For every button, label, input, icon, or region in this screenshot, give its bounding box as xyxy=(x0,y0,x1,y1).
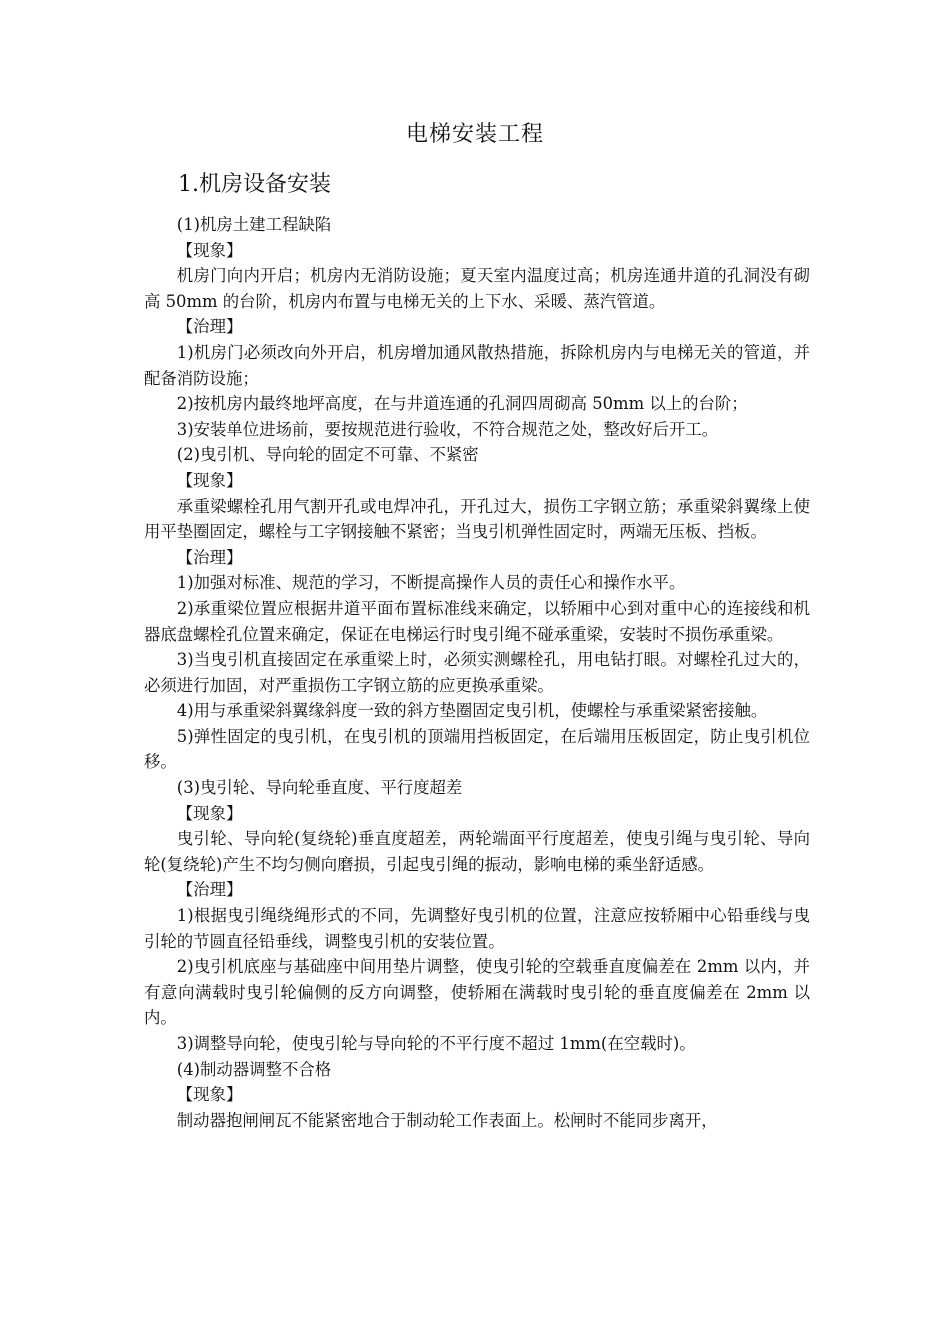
paragraph: 3)调整导向轮，使曳引轮与导向轮的不平行度不超过 1mm(在空载时)。 xyxy=(176,1034,696,1053)
section-heading: 1.机房设备安装 xyxy=(178,172,331,197)
subheading-line: (1)机房土建工程缺陷 xyxy=(176,215,332,234)
paragraph: 承重梁螺栓孔用气割开孔或电焊冲孔，开孔过大，损伤工字钢立筋；承重梁斜翼缘上使用平垫圈固定，螺栓与工字钢接触不紧密；当曳引机弹性固定时，两端无压板、挡板。 xyxy=(144,496,810,542)
subheading-line: 【现象】 xyxy=(176,240,243,260)
paragraph: 3)安装单位进场前，要按规范进行验收，不符合规范之处，整改好后开工。 xyxy=(176,419,719,439)
subheading-line: 【现象】 xyxy=(176,470,243,490)
paragraph: 4)用与承重梁斜翼缘斜度一致的斜方垫圈固定曳引机，使螺栓与承重梁紧密接触。 xyxy=(176,701,768,721)
subheading-line: 【治理】 xyxy=(176,317,243,337)
document-title: 电梯安装工程 xyxy=(405,122,544,147)
paragraph: 1)加强对标准、规范的学习，不断提高操作人员的责任心和操作水平。 xyxy=(176,573,686,593)
paragraph: 制动器抱闸闸瓦不能紧密地合于制动轮工作表面上。松闸时不能同步离开， xyxy=(176,1110,718,1130)
paragraph: 5)弹性固定的曳引机，在曳引机的顶端用挡板固定，在后端用压板固定，防止曳引机位移。 xyxy=(144,726,810,772)
paragraph: 1)根据曳引绳绕绳形式的不同，先调整好曳引机的位置，注意应按轿厢中心铅垂线与曳引轮的节圆直径铅垂线，调整曳引机的安装位置。 xyxy=(144,906,810,951)
subheading-line: 【治理】 xyxy=(176,880,243,900)
subheading-line: 【治理】 xyxy=(176,547,243,567)
paragraph: 2)曳引机底座与基础座中间用垫片调整，使曳引轮的空载垂直度偏差在 2mm 以内，并有意向满载时曳引轮偏侧的反方向调整，使轿厢在满载时曳引轮的垂直度偏差在 2mm 以内。 xyxy=(144,957,810,1028)
subheading-line: (4)制动器调整不合格 xyxy=(176,1059,332,1079)
subheading-line: 【现象】 xyxy=(176,1085,243,1105)
paragraph: 1)机房门必须改向外开启，机房增加通风散热措施，拆除机房内与电梯无关的管道，并配备消防设施； xyxy=(144,342,810,388)
document-body xyxy=(144,212,810,1133)
paragraph: 3)当曳引机直接固定在承重梁上时，必须实测螺栓孔，用电钻打眼。对螺栓孔过大的，必须进行加固，对严重损伤工字钢立筋的应更换承重梁。 xyxy=(144,650,810,695)
paragraph: 2)承重梁位置应根据井道平面布置标准线来确定，以轿厢中心到对重中心的连接线和机器底盘螺栓孔位置来确定，保证在电梯运行时曳引绳不碰承重梁，安装时不损伤承重梁。 xyxy=(144,598,810,644)
paragraph: 机房门向内开启；机房内无消防设施；夏天室内温度过高；机房连通井道的孔洞没有砌高 50mm 的台阶，机房内布置与电梯无关的上下水、采暖、蒸汽管道。 xyxy=(144,266,810,311)
subheading-line: 【现象】 xyxy=(176,803,243,823)
paragraph: 2)按机房内最终地坪高度，在与井道连通的孔洞四周砌高 50mm 以上的台阶； xyxy=(176,394,748,414)
subheading-line: (2)曳引机、导向轮的固定不可靠、不紧密 xyxy=(176,445,479,465)
subheading-line: (3)曳引轮、导向轮垂直度、平行度超差 xyxy=(176,778,463,798)
paragraph: 曳引轮、导向轮(复绕轮)垂直度超差，两轮端面平行度超差，使曳引绳与曳引轮、导向轮(复绕轮)产生不均匀侧向磨损，引起曳引绳的振动，影响电梯的乘坐舒适感。 xyxy=(144,829,810,874)
